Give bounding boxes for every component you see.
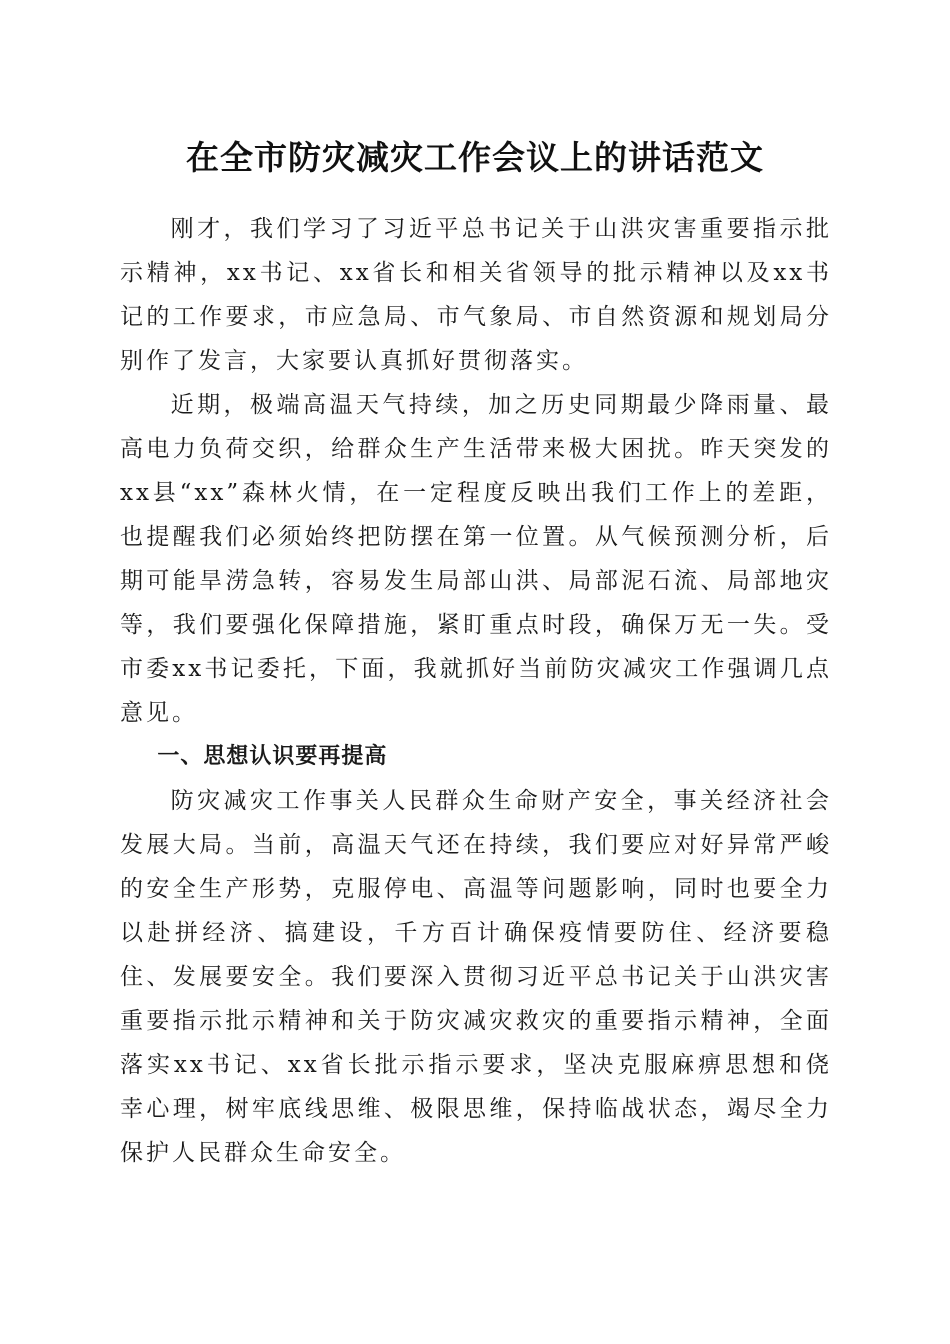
document-title: 在全市防灾减灾工作会议上的讲话范文 (186, 138, 764, 177)
paragraph-opening: 刚才，我们学习了习近平总书记关于山洪灾害重要指示批示精神，xx书记、xx省长和相关省领导的批示精神以及xx书记的工作要求，市应急局、市气象局、市自然资源和规划局分别作了发言，大家要认真抓好贯彻落实。 (120, 216, 832, 374)
document-body (120, 207, 832, 1175)
section-heading-1: 一、思想认识要再提高 (157, 744, 388, 769)
paragraph-situation: 近期，极端高温天气持续，加之历史同期最少降雨量、最高电力负荷交织，给群众生产生活带来极大困扰。昨天突发的xx县“xx”森林火情，在一定程度反映出我们工作上的差距，也提醒我们必须始终把防摆在第一位置。从气候预测分析，后期可能旱涝急转，容易发生局部山洪、局部泥石流、局部地灾等，我们要强化保障措施，紧盯重点时段，确保万无一失。受市委xx书记委托，下面，我就抓好当前防灾减灾工作强调几点意见。 (120, 392, 832, 726)
section-1-paragraph: 防灾减灾工作事关人民群众生命财产安全，事关经济社会发展大局。当前，高温天气还在持续，我们要应对好异常严峻的安全生产形势，克服停电、高温等问题影响，同时也要全力以赴拼经济、搞建设，千方百计确保疫情要防住、经济要稳住、发展要安全。我们要深入贯彻习近平总书记关于山洪灾害重要指示批示精神和关于防灾减灾救灾的重要指示精神，全面落实xx书记、xx省长批示指示要求，坚决克服麻痹思想和侥幸心理，树牢底线思维、极限思维，保持临战状态，竭尽全力保护人民群众生命安全。 (120, 788, 832, 1166)
